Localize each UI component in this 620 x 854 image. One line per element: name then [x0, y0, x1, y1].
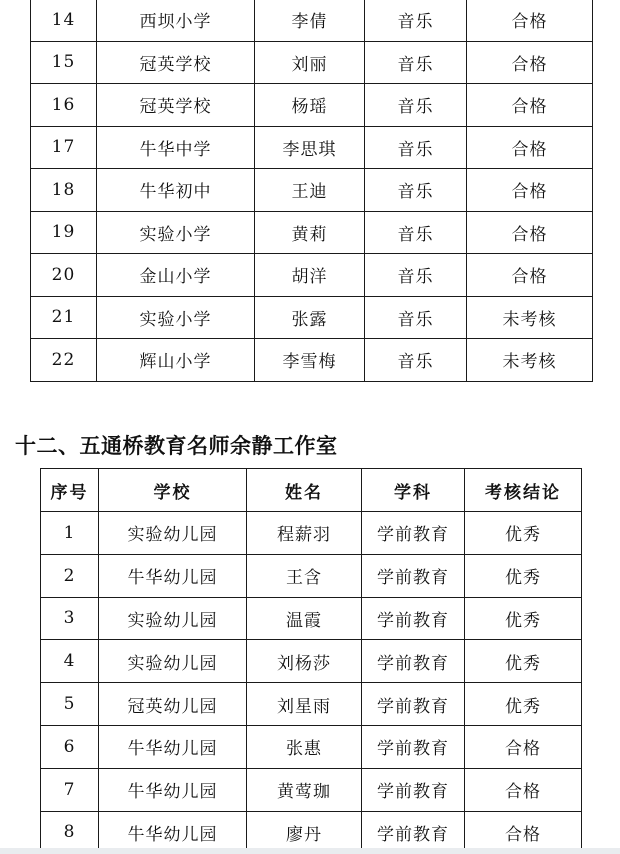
cell-name: 王含 [247, 554, 362, 597]
cell-name: 廖丹 [247, 811, 362, 854]
cell-school: 辉山小学 [97, 339, 255, 382]
cell-subject: 音乐 [365, 169, 467, 212]
cell-name: 张惠 [247, 725, 362, 768]
cell-name: 胡洋 [255, 254, 365, 297]
cell-index: 17 [31, 126, 97, 169]
cell-subject: 学前教育 [362, 725, 465, 768]
cell-conclusion: 合格 [467, 211, 593, 254]
cell-index: 2 [41, 554, 99, 597]
table-row [31, 84, 593, 127]
cell-conclusion: 合格 [467, 0, 593, 41]
table-row [31, 126, 593, 169]
cell-index: 7 [41, 768, 99, 811]
cell-conclusion: 合格 [467, 84, 593, 127]
table-row [41, 512, 582, 555]
table-header-row [41, 469, 582, 512]
table-row [41, 554, 582, 597]
cell-subject: 音乐 [365, 211, 467, 254]
table-row [31, 296, 593, 339]
cell-name: 刘丽 [255, 41, 365, 84]
cell-conclusion: 合格 [467, 126, 593, 169]
table-row [31, 339, 593, 382]
cell-name: 黄莺珈 [247, 768, 362, 811]
cell-index: 4 [41, 640, 99, 683]
cell-index: 18 [31, 169, 97, 212]
cell-conclusion: 优秀 [465, 554, 582, 597]
header-school: 学校 [99, 469, 247, 512]
cell-index: 3 [41, 597, 99, 640]
cell-subject: 音乐 [365, 126, 467, 169]
cell-conclusion: 合格 [467, 169, 593, 212]
table-row [41, 768, 582, 811]
cell-conclusion: 合格 [465, 725, 582, 768]
table-row [31, 254, 593, 297]
cell-school: 实验幼儿园 [99, 597, 247, 640]
cell-school: 实验小学 [97, 211, 255, 254]
cell-name: 程薪羽 [247, 512, 362, 555]
cell-school: 西坝小学 [97, 0, 255, 41]
cell-name: 李思琪 [255, 126, 365, 169]
cell-school: 实验幼儿园 [99, 640, 247, 683]
cell-subject: 学前教育 [362, 640, 465, 683]
cell-name: 李雪梅 [255, 339, 365, 382]
cell-subject: 音乐 [365, 296, 467, 339]
cell-index: 16 [31, 84, 97, 127]
cell-subject: 音乐 [365, 41, 467, 84]
cell-name: 温霞 [247, 597, 362, 640]
cell-school: 金山小学 [97, 254, 255, 297]
viewer-bottom-edge [0, 848, 620, 854]
cell-conclusion: 未考核 [467, 339, 593, 382]
cell-conclusion: 优秀 [465, 597, 582, 640]
cell-index: 20 [31, 254, 97, 297]
cell-school: 牛华中学 [97, 126, 255, 169]
cell-subject: 音乐 [365, 254, 467, 297]
cell-subject: 学前教育 [362, 512, 465, 555]
table-row [41, 725, 582, 768]
cell-school: 牛华幼儿园 [99, 554, 247, 597]
cell-name: 刘杨莎 [247, 640, 362, 683]
table-row [31, 169, 593, 212]
cell-index: 22 [31, 339, 97, 382]
cell-conclusion: 未考核 [467, 296, 593, 339]
cell-index: 14 [31, 0, 97, 41]
cell-name: 王迪 [255, 169, 365, 212]
table-row [41, 640, 582, 683]
cell-conclusion: 优秀 [465, 640, 582, 683]
cell-name: 黄莉 [255, 211, 365, 254]
cell-index: 21 [31, 296, 97, 339]
cell-subject: 音乐 [365, 0, 467, 41]
cell-index: 1 [41, 512, 99, 555]
cell-index: 5 [41, 683, 99, 726]
cell-name: 杨瑶 [255, 84, 365, 127]
cell-conclusion: 合格 [465, 768, 582, 811]
cell-index: 15 [31, 41, 97, 84]
cell-index: 6 [41, 725, 99, 768]
table-row [31, 211, 593, 254]
cell-conclusion: 合格 [467, 254, 593, 297]
results-table-continued [30, 0, 593, 382]
cell-index: 19 [31, 211, 97, 254]
table-row [31, 0, 593, 41]
cell-index: 8 [41, 811, 99, 854]
cell-subject: 音乐 [365, 84, 467, 127]
table-row [31, 41, 593, 84]
cell-school: 牛华初中 [97, 169, 255, 212]
cell-subject: 学前教育 [362, 683, 465, 726]
cell-subject: 学前教育 [362, 554, 465, 597]
cell-conclusion: 优秀 [465, 683, 582, 726]
header-name: 姓名 [247, 469, 362, 512]
cell-school: 牛华幼儿园 [99, 768, 247, 811]
studio-results-table [40, 468, 582, 854]
cell-school: 冠英学校 [97, 41, 255, 84]
table-row [41, 597, 582, 640]
cell-conclusion: 合格 [467, 41, 593, 84]
header-subject: 学科 [362, 469, 465, 512]
cell-name: 张露 [255, 296, 365, 339]
cell-school: 牛华幼儿园 [99, 725, 247, 768]
cell-school: 实验小学 [97, 296, 255, 339]
header-index: 序号 [41, 469, 99, 512]
cell-subject: 音乐 [365, 339, 467, 382]
header-conclusion: 考核结论 [465, 469, 582, 512]
cell-subject: 学前教育 [362, 597, 465, 640]
section-heading: 十二、五通桥教育名师余静工作室 [15, 433, 338, 458]
cell-subject: 学前教育 [362, 768, 465, 811]
cell-name: 李倩 [255, 0, 365, 41]
cell-name: 刘星雨 [247, 683, 362, 726]
cell-school: 冠英幼儿园 [99, 683, 247, 726]
cell-conclusion: 优秀 [465, 512, 582, 555]
cell-school: 牛华幼儿园 [99, 811, 247, 854]
cell-conclusion: 合格 [465, 811, 582, 854]
cell-subject: 学前教育 [362, 811, 465, 854]
table-row [41, 683, 582, 726]
cell-school: 实验幼儿园 [99, 512, 247, 555]
cell-school: 冠英学校 [97, 84, 255, 127]
